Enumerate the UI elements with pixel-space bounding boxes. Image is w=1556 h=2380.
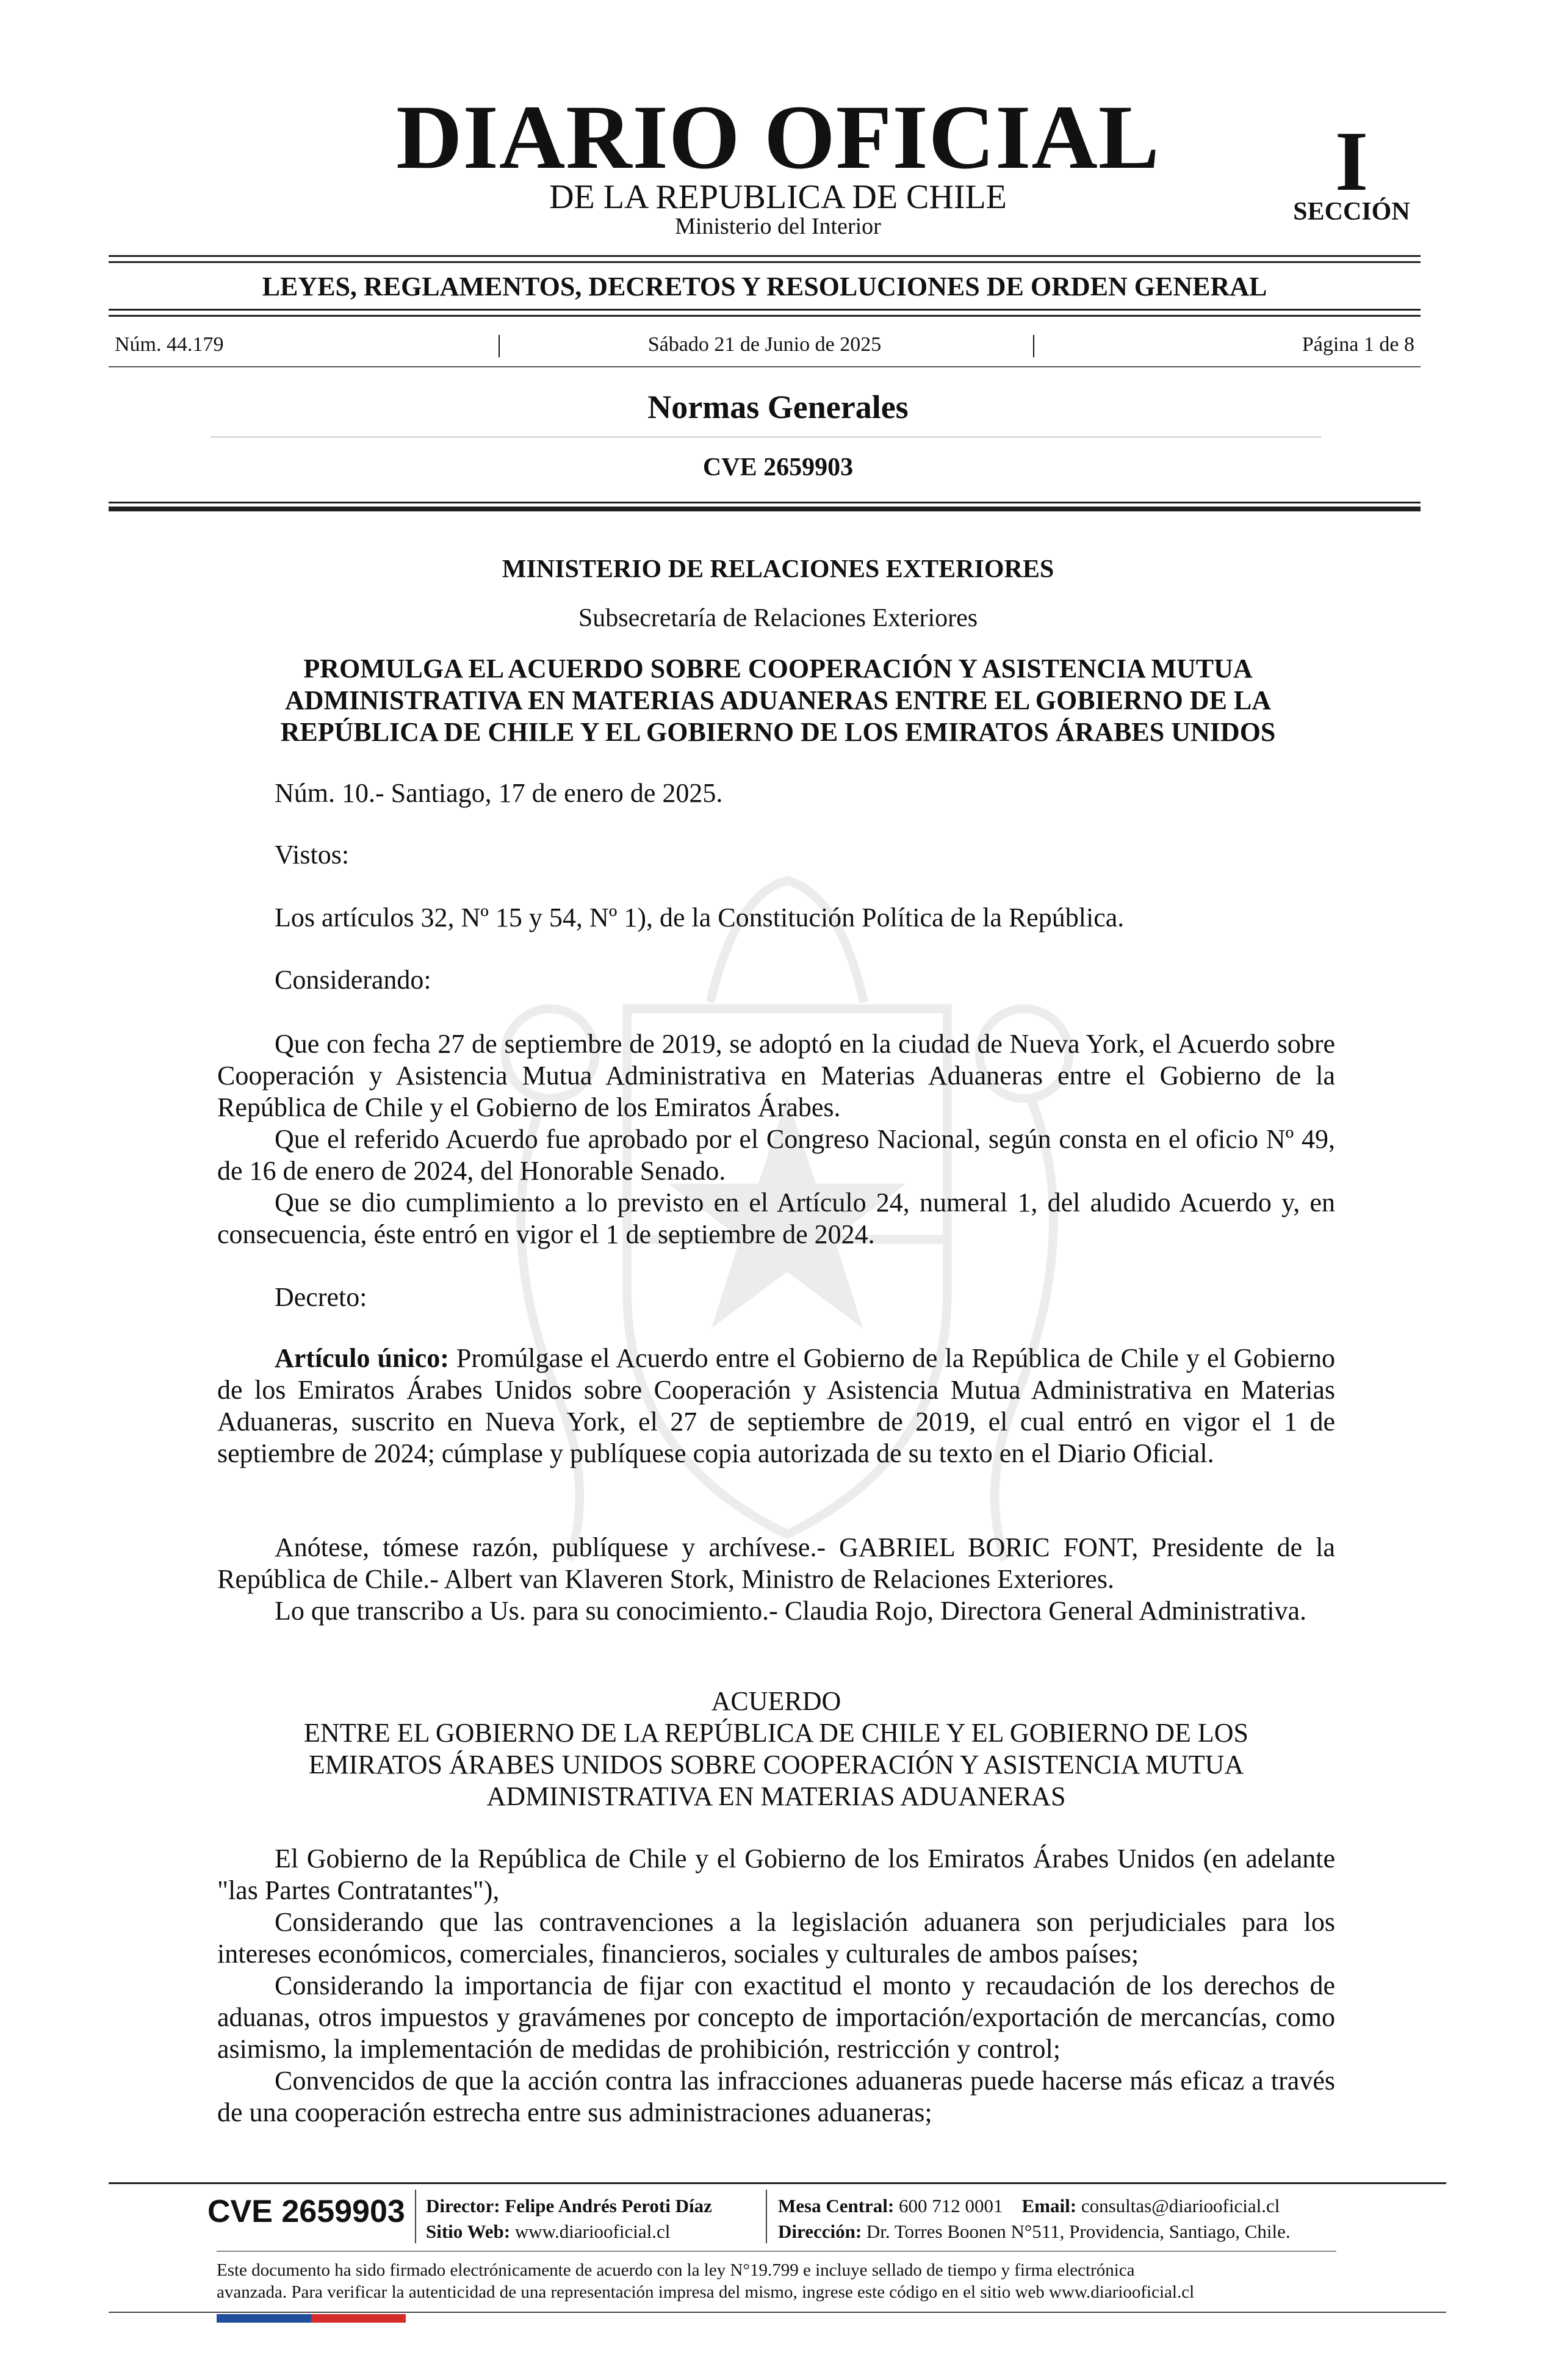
- masthead-subtitle: DE LA REPUBLICA DE CHILE: [549, 178, 1007, 216]
- section-label: SECCIÓN: [1293, 198, 1410, 226]
- agreement-title-line-1: ENTRE EL GOBIERNO DE LA REPÚBLICA DE CHILE Y EL GOBIERNO DE LOS: [303, 1718, 1249, 1748]
- footer-mesa-label: Mesa Central:: [778, 2195, 895, 2216]
- decree-title: [220, 653, 1336, 748]
- decree-title-line-2: ADMINISTRATIVA EN MATERIAS ADUANERAS ENTRE EL GOBIERNO DE LA: [284, 685, 1272, 715]
- issue-separator-1: |: [497, 330, 502, 358]
- footer-divider-2: [766, 2190, 767, 2243]
- footer-cve: CVE 2659903: [207, 2194, 405, 2229]
- decree-title-line-3: REPÚBLICA DE CHILE Y EL GOBIERNO DE LOS EMIRATOS ÁRABES UNIDOS: [280, 717, 1276, 747]
- agreement-preamble: [217, 1843, 1335, 2129]
- section-title: LEYES, REGLAMENTOS, DECRETOS Y RESOLUCIONES DE ORDEN GENERAL: [262, 272, 1267, 301]
- issue-rule-bottom: [109, 366, 1421, 367]
- agreement-paragraph-1: El Gobierno de la República de Chile y el Gobierno de los Emiratos Árabes Unidos (en adelante "las Partes Contratantes"),: [217, 1844, 1335, 1905]
- agreement-title: [217, 1686, 1335, 1812]
- considerando-block: [217, 1028, 1335, 1250]
- decree-number: [217, 777, 1335, 809]
- footer-rule-bottom: [109, 2312, 1446, 2313]
- footer-rule-top: [109, 2182, 1446, 2184]
- vistos-text: Los artículos 32, Nº 15 y 54, Nº 1), de la Constitución Política de la República.: [275, 903, 1125, 932]
- agreement-title-line-2: EMIRATOS ÁRABES UNIDOS SOBRE COOPERACIÓN Y ASISTENCIA MUTUA: [308, 1750, 1244, 1780]
- transcribo-paragraph: Lo que transcribo a Us. para su conocimiento.- Claudia Rojo, Directora General Administrativa.: [275, 1596, 1307, 1626]
- masthead-title: DIARIO OFICIAL: [396, 87, 1160, 188]
- vistos-text-block: [217, 902, 1335, 934]
- footer-direccion-label: Dirección:: [778, 2221, 862, 2242]
- masthead-ministry: Ministerio del Interior: [675, 214, 881, 239]
- articulo-block: [217, 1343, 1335, 1469]
- issue-number: Núm. 44.179: [115, 333, 224, 356]
- footer-divider-1: [415, 2190, 416, 2243]
- header-rule-mid-1: [109, 309, 1421, 311]
- considerando-paragraph-1: Que con fecha 27 de septiembre de 2019, se adoptó en la ciudad de Nueva York, el Acuerdo sobre Cooperación y Asistencia Mutua Administrativa en Materias Aduaneras entre el Gobierno de la República de Chile y el Gobierno de los Emiratos Árabes.: [217, 1029, 1335, 1122]
- articulo-paragraph: [217, 1343, 1335, 1469]
- issue-page: Página 1 de 8: [1302, 333, 1414, 356]
- decreto-label: Decreto:: [275, 1282, 367, 1312]
- footer-sitio-label: Sitio Web:: [426, 2221, 511, 2242]
- considerando-paragraph-2: Que el referido Acuerdo fue aprobado por el Congreso Nacional, según consta en el oficio Nº 49, de 16 de enero de 2024, del Honorable Senado.: [217, 1124, 1335, 1186]
- footer-rule-mid: [217, 2251, 1336, 2252]
- decree-title-line-1: PROMULGA EL ACUERDO SOBRE COOPERACIÓN Y ASISTENCIA MUTUA: [303, 654, 1253, 683]
- footer-contact-left: [426, 2193, 712, 2245]
- agreement-paragraph-4: Convencidos de que la acción contra las infracciones aduaneras puede hacerse más eficaz a través de una cooperación estrecha entre sus administraciones aduaneras;: [217, 2066, 1335, 2127]
- footer-legal-notice: [217, 2259, 1336, 2303]
- header-rule-mid-2: [109, 315, 1421, 317]
- normas-heading: Normas Generales: [647, 389, 909, 425]
- footer-email-link[interactable]: consultas@diariooficial.cl: [1081, 2195, 1280, 2216]
- anotese-paragraph: Anótese, tómese razón, publíquese y archívese.- GABRIEL BORIC FONT, Presidente de la República de Chile.- Albert van Klaveren Stork, Ministro de Relaciones Exteriores.: [217, 1532, 1335, 1594]
- considerando-label: Considerando:: [275, 965, 431, 995]
- vistos-label-block: [217, 839, 1335, 871]
- section-number: I: [1334, 114, 1369, 209]
- footer-direccion: Dr. Torres Boonen N°511, Providencia, Santiago, Chile.: [866, 2221, 1291, 2242]
- agreement-title-line-3: ADMINISTRATIVA EN MATERIAS ADUANERAS: [486, 1781, 1066, 1811]
- cve-heading: CVE 2659903: [702, 453, 854, 481]
- decreto-label-block: [217, 1282, 1335, 1313]
- issue-date: Sábado 21 de Junio de 2025: [647, 333, 882, 356]
- normas-rule: [211, 436, 1321, 438]
- footer-email-label: Email:: [1021, 2195, 1077, 2216]
- vistos-label: Vistos:: [275, 840, 350, 870]
- issue-separator-2: |: [1031, 330, 1037, 358]
- decree-number-text: Núm. 10.- Santiago, 17 de enero de 2025.: [275, 778, 723, 808]
- cve-rule-1: [109, 502, 1421, 503]
- agreement-heading: ACUERDO: [711, 1686, 841, 1716]
- ministerio-heading: MINISTERIO DE RELACIONES EXTERIORES: [502, 555, 1054, 583]
- footer-legal-line-1: Este documento ha sido firmado electrónicamente de acuerdo con la ley N°19.799 e incluye sellado de tiempo y firma electrónica: [217, 2260, 1135, 2280]
- header-rule-top-1: [109, 255, 1421, 257]
- footer-contact-right: [778, 2193, 1291, 2245]
- closing-block: [217, 1532, 1335, 1627]
- flag-blue-segment: [217, 2314, 311, 2323]
- footer-legal-line-2: avanzada. Para verificar la autenticidad de una representación impresa del mismo, ingrese este código en el sitio web www.diariooficial.cl: [217, 2282, 1195, 2302]
- considerando-paragraph-3: Que se dio cumplimiento a lo previsto en el Artículo 24, numeral 1, del aludido Acuerdo y, en consecuencia, éste entró en vigor el 1 de septiembre de 2024.: [217, 1188, 1335, 1249]
- articulo-text: Promúlgase el Acuerdo entre el Gobierno de la República de Chile y el Gobierno de los Emiratos Árabes Unidos sobre Cooperación y Asistencia Mutua Administrativa en Materias Aduaneras, suscrito en Nueva York, el 27 de septiembre de 2019, el cual entró en vigor el 1 de septiembre de 2024; cúmplase y publíquese copia autorizada de su texto en el Diario Oficial.: [217, 1343, 1335, 1468]
- flag-red-segment: [311, 2314, 406, 2323]
- header-rule-top-2: [109, 261, 1421, 263]
- articulo-label: Artículo único:: [275, 1343, 449, 1373]
- subsecretaria-heading: Subsecretaría de Relaciones Exteriores: [578, 604, 978, 632]
- footer-director: Felipe Andrés Peroti Díaz: [505, 2195, 712, 2216]
- footer-director-label: Director:: [426, 2195, 500, 2216]
- cve-rule-2: [109, 507, 1421, 511]
- agreement-paragraph-2: Considerando que las contravenciones a la legislación aduanera son perjudiciales para los intereses económicos, comerciales, financieros, sociales y culturales de ambos países;: [217, 1907, 1335, 1969]
- footer-mesa: 600 712 0001: [899, 2195, 1003, 2216]
- agreement-paragraph-3: Considerando la importancia de fijar con exactitud el monto y recaudación de los derechos de aduanas, otros impuestos y gravámenes por concepto de importación/exportación de mercancías, como asimismo, la implementación de medidas de prohibición, restricción y control;: [217, 1971, 1335, 2064]
- chile-flag-stripe: [217, 2314, 406, 2323]
- considerando-label-block: [217, 964, 1335, 996]
- footer-sitio-link[interactable]: www.diariooficial.cl: [514, 2221, 671, 2242]
